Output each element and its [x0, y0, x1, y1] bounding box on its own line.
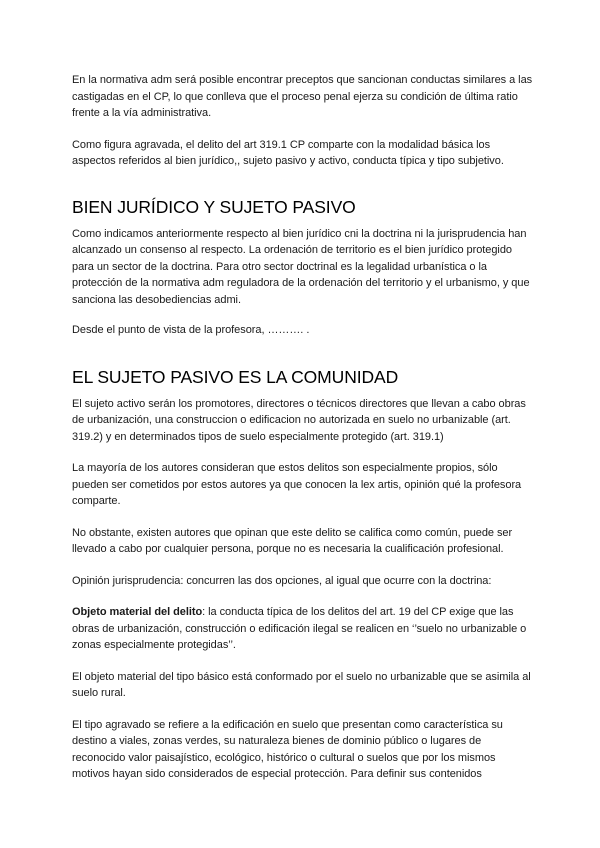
paragraph-sujeto-activo: El sujeto activo serán los promotores, directores o técnicos directores que llevan a cabo obras de urbanización, una construccion o edificacion no autorizada en suelo no urbanizable (art. 319.2) y en determinados tipos de suelo especialmente protegido (art. 319.1): [72, 397, 526, 443]
section-heading-sujeto-pasivo: EL SUJETO PASIVO ES LA COMUNIDAD: [72, 366, 399, 387]
paragraph-mayoria-autores: La mayoría de los autores consideran que estos delitos son especialmente propios, sólo pueden ser cometidos por estos autores ya que conocen la lex artis, opinión qué la profesora comparte.: [72, 462, 522, 507]
section-heading-bien-juridico: BIEN JURÍDICO Y SUJETO PASIVO: [72, 196, 356, 217]
paragraph-objeto-material: [72, 604, 534, 654]
paragraph-profesora: Desde el punto de vista de la profesora, ………. .: [72, 324, 310, 336]
document-body: [72, 72, 534, 783]
paragraph-normativa: En la normativa adm será posible encontrar preceptos que sancionan conductas similares a las castigadas en el CP, lo que conlleva que el proceso penal ejerza su condición de última ratio frente a la vía administrativa.: [72, 74, 533, 119]
paragraph-no-obstante: No obstante, existen autores que opinan que este delito se califica como común, puede ser llevado a cabo por cualquier persona, porque no es necesaria la cualificación profesional.: [72, 526, 513, 555]
objeto-material-label: Objeto material del delito: [72, 606, 203, 618]
objeto-material-text: : la conducta típica de los delitos del art. 19 del CP exige que las obras de urbanización, construcción o edificación ilegal se realicen en ‘’suelo no urbanizable o zonas especialmente protegidas’’.: [72, 606, 527, 651]
paragraph-figura-agravada: Como figura agravada, el delito del art 319.1 CP comparte con la modalidad básica los aspectos referidos al bien jurídico,, sujeto pasivo y activo, conducta típica y tipo subjetivo.: [72, 138, 504, 167]
paragraph-tipo-basico: El objeto material del tipo básico está conformado por el suelo no urbanizable que se asimila al suelo rural.: [72, 670, 531, 699]
paragraph-opinion-jurisprudencia: Opinión jurisprudencia: concurren las dos opciones, al igual que ocurre con la doctrina:: [72, 574, 492, 587]
paragraph-tipo-agravado: El tipo agravado se refiere a la edificación en suelo que presentan como característica su destino a viales, zonas verdes, su naturaleza bienes de dominio público o lugares de reconocido valor paisajístico, ecológico, histórico o cultural o suelos que por los mismos motivos hayan sido considerados de especial protección. Para definir sus contenidos: [72, 718, 503, 780]
paragraph-bien-juridico: Como indicamos anteriormente respecto al bien jurídico cni la doctrina ni la jurisprudencia han alcanzado un consenso al respecto. La ordenación de territorio es el bien jurídico protegido para un sector de la doctrina. Para otro sector doctrinal es la legalidad urbanística o la protección de la normativa adm reguladora de la ordenación del territorio y el urbanismo, y que sanciona las desobediencias admi.: [72, 227, 530, 306]
